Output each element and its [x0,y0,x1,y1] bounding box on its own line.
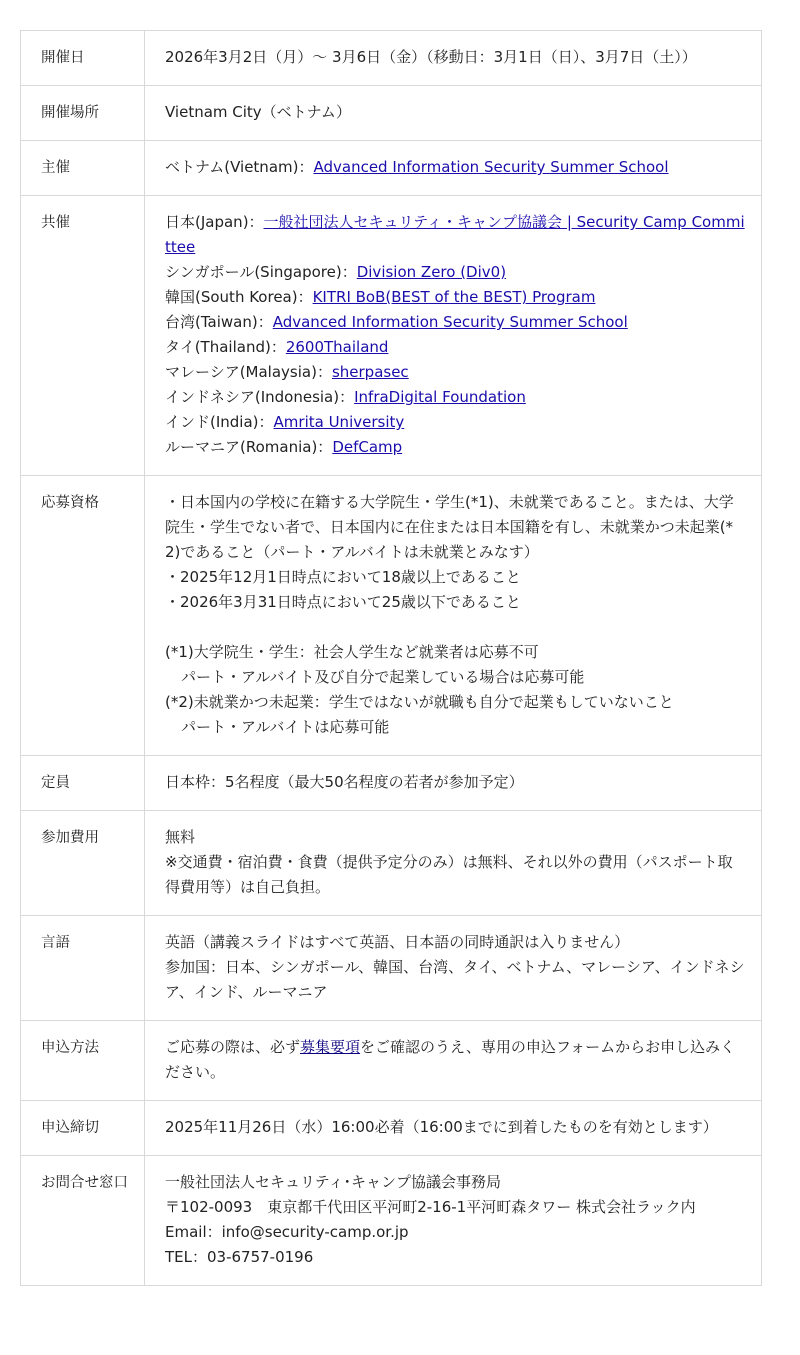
event-info-table-container [20,30,762,1286]
contact-address: 〒102-0093 東京都千代田区平河町2-16-1平河町森タワー 株式会社ラック内 [165,1198,696,1216]
co-organizer-link-korea[interactable]: KITRI BoB(BEST of the BEST) Program [312,288,596,306]
co-organizer-item [165,210,747,260]
value-capacity: 日本枠：5名程度（最大50名程度の若者が参加予定） [145,756,762,811]
co-organizer-prefix: 台湾(Taiwan)： [165,313,273,331]
label-eligibility: 応募資格 [21,476,145,756]
value-eligibility [145,476,762,756]
co-organizer-item [165,285,747,310]
label-co-organizers: 共催 [21,196,145,476]
eligibility-note: パート・アルバイト及び自分で起業している場合は応募可能 [181,668,585,686]
contact-phone: TEL：03-6757-0196 [165,1248,314,1266]
participating-countries: 参加国：日本、シンガポール、韓国、台湾、タイ、ベトナム、マレーシア、インドネシア、インド、ルーマニア [165,958,745,1001]
row-apply [21,1021,762,1101]
co-organizer-link-indonesia[interactable]: InfraDigital Foundation [354,388,526,406]
eligibility-line: ・2026年3月31日時点において25歳以下であること [165,593,521,611]
apply-text-after: をご確認のうえ、専用の申込フォームからお申し込みください。 [165,1038,736,1081]
row-date [21,31,762,86]
co-organizer-prefix: 日本(Japan)： [165,213,264,231]
co-organizer-link-japan[interactable]: 一般社団法人セキュリティ・キャンプ協議会 | Security Camp Committee [165,213,745,256]
label-apply: 申込方法 [21,1021,145,1101]
row-deadline [21,1101,762,1156]
label-fee: 参加費用 [21,811,145,916]
co-organizer-link-malaysia[interactable]: sherpasec [331,363,409,381]
co-organizer-link-india[interactable]: Amrita University [273,413,405,431]
co-organizer-item [165,310,747,335]
co-organizer-item [165,260,747,285]
row-eligibility [21,476,762,756]
row-capacity [21,756,762,811]
co-organizer-link-taiwan[interactable]: Advanced Information Security Summer School [272,313,628,331]
value-apply [145,1021,762,1101]
value-language [145,916,762,1021]
label-capacity: 定員 [21,756,145,811]
value-fee [145,811,762,916]
row-language [21,916,762,1021]
co-organizer-item [165,385,747,410]
co-organizer-item [165,335,747,360]
label-venue: 開催場所 [21,86,145,141]
co-organizer-prefix: タイ(Thailand)： [165,338,286,356]
value-deadline: 2025年11月26日（水）16:00必着（16:00までに到着したものを有効とします） [145,1101,762,1156]
eligibility-line: ・2025年12月1日時点において18歳以上であること [165,568,521,586]
co-organizer-item [165,410,747,435]
eligibility-note: (*1)大学院生・学生：社会人学生など就業者は応募不可 [165,643,539,661]
value-venue: Vietnam City（ベトナム） [145,86,762,141]
eligibility-line: ・日本国内の学校に在籍する大学院生・学生(*1)、未就業であること。または、大学院生・学生でない者で、日本国内に在住または日本国籍を有し、未就業かつ未起業(*2)であること（パート・アルバイトは未就業とみなす） [165,493,734,561]
value-organizer [145,141,762,196]
value-co-organizers [145,196,762,476]
contact-office: 一般社団法人セキュリティ･キャンプ協議会事務局 [165,1173,502,1191]
eligibility-spacer [165,615,747,640]
fee-note: ※交通費・宿泊費・食費（提供予定分のみ）は無料、それ以外の費用（パスポート取得費用等）は自己負担。 [165,853,733,896]
co-organizer-link-thailand[interactable]: 2600Thailand [285,338,389,356]
co-organizer-prefix: インドネシア(Indonesia)： [165,388,355,406]
co-organizer-item [165,435,747,460]
value-date: 2026年3月2日（月）～ 3月6日（金）（移動日：3月1日（日）、3月7日（土）） [145,31,762,86]
value-contact [145,1156,762,1286]
eligibility-note: (*2)未就業かつ未起業：学生ではないが就職も自分で起業もしていないこと [165,693,674,711]
organizer-link[interactable]: Advanced Information Security Summer School [313,158,669,176]
contact-email: Email：info@security-camp.or.jp [165,1223,409,1241]
organizer-prefix: ベトナム(Vietnam)： [165,158,314,176]
co-organizer-prefix: シンガポール(Singapore)： [165,263,357,281]
eligibility-note: パート・アルバイトは応募可能 [181,718,390,736]
language-line: 英語（講義スライドはすべて英語、日本語の同時通訳は入りません） [165,933,630,951]
fee-line: 無料 [165,828,196,846]
co-organizer-link-romania[interactable]: DefCamp [332,438,403,456]
label-organizer: 主催 [21,141,145,196]
label-date: 開催日 [21,31,145,86]
label-language: 言語 [21,916,145,1021]
guidelines-link[interactable]: 募集要項 [300,1038,361,1056]
co-organizer-link-singapore[interactable]: Division Zero (Div0) [356,263,507,281]
row-co-organizers [21,196,762,476]
label-deadline: 申込締切 [21,1101,145,1156]
event-info-table [20,30,762,1286]
row-organizer [21,141,762,196]
row-venue [21,86,762,141]
co-organizer-prefix: 韓国(South Korea)： [165,288,313,306]
row-fee [21,811,762,916]
co-organizer-prefix: ルーマニア(Romania)： [165,438,333,456]
row-contact [21,1156,762,1286]
co-organizer-prefix: インド(India)： [165,413,274,431]
co-organizer-item [165,360,747,385]
apply-text-before: ご応募の際は、必ず [165,1038,301,1056]
label-contact: お問合せ窓口 [21,1156,145,1286]
co-organizer-prefix: マレーシア(Malaysia)： [165,363,332,381]
